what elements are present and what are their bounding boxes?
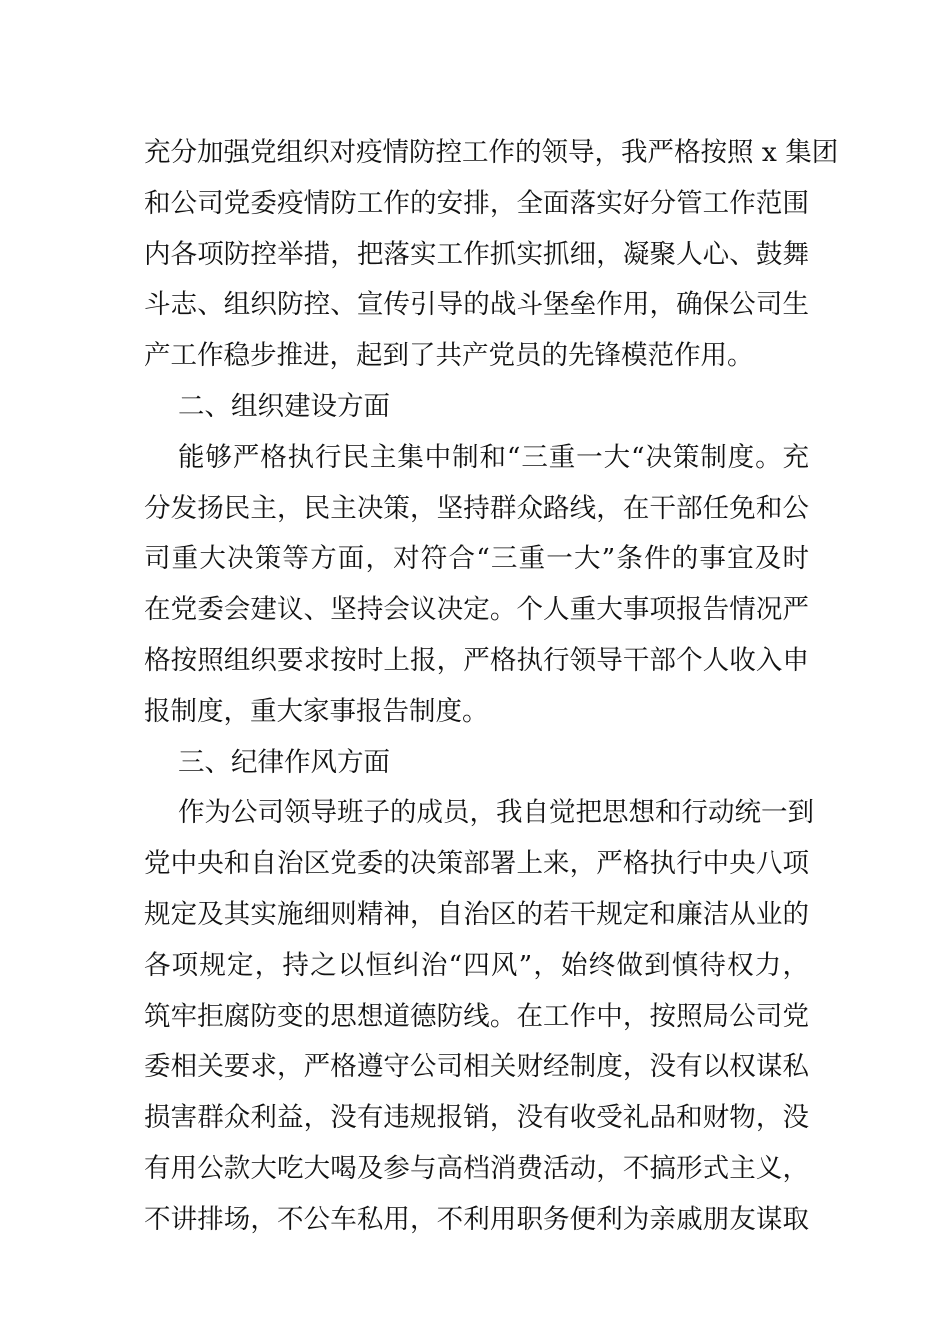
body-line: 格按照组织要求按时上报，严格执行领导干部个人收入申 — [144, 644, 809, 676]
body-line: 和公司党委疫情防工作的安排，全面落实好分管工作范围 — [144, 187, 809, 219]
body-line: 分发扬民主，民主决策，坚持群众路线，在干部任免和公 — [144, 492, 809, 524]
body-line: 规定及其实施细则精神，自治区的若干规定和廉洁从业的 — [144, 898, 809, 930]
body-line: 筑牢拒腐防变的思想道德防线。在工作中，按照局公司党 — [144, 1000, 809, 1032]
body-line: 委相关要求，严格遵守公司相关财经制度，没有以权谋私 — [144, 1051, 809, 1083]
body-line: 有用公款大吃大喝及参与高档消费活动，不搞形式主义， — [144, 1152, 809, 1184]
paragraph-first-line: 能够严格执行民主集中制和“三重一大“决策制度。充 — [178, 441, 809, 473]
body-line: 司重大决策等方面，对符合“三重一大”条件的事宜及时 — [144, 543, 809, 575]
body-line: 损害群众利益，没有违规报销，没有收受礼品和财物，没 — [144, 1102, 809, 1134]
body-line: 内各项防控举措，把落实工作抓实抓细，凝聚人心、鼓舞 — [144, 238, 809, 270]
body-line: 在党委会建议、坚持会议决定。个人重大事项报告情况严 — [144, 594, 809, 626]
body-line: 产工作稳步推进，起到了共产党员的先锋模范作用。 — [144, 340, 754, 372]
section-heading: 二、组织建设方面 — [178, 390, 390, 422]
section-heading: 三、纪律作风方面 — [178, 746, 390, 778]
body-line: 党中央和自治区党委的决策部署上来，严格执行中央八项 — [144, 848, 809, 880]
body-line: 充分加强党组织对疫情防控工作的领导，我严格按照 x 集团 — [144, 137, 839, 168]
body-line: 斗志、组织防控、宣传引导的战斗堡垒作用，确保公司生 — [144, 289, 809, 321]
paragraph-first-line: 作为公司领导班子的成员，我自觉把思想和行动统一到 — [178, 797, 814, 829]
body-line: 报制度，重大家事报告制度。 — [144, 695, 489, 727]
document-body — [144, 128, 839, 1246]
body-line: 各项规定，持之以恒纠治“四风”，始终做到慎待权力， — [144, 949, 809, 981]
body-line: 不讲排场，不公车私用，不利用职务便利为亲戚朋友谋取 — [144, 1203, 809, 1235]
